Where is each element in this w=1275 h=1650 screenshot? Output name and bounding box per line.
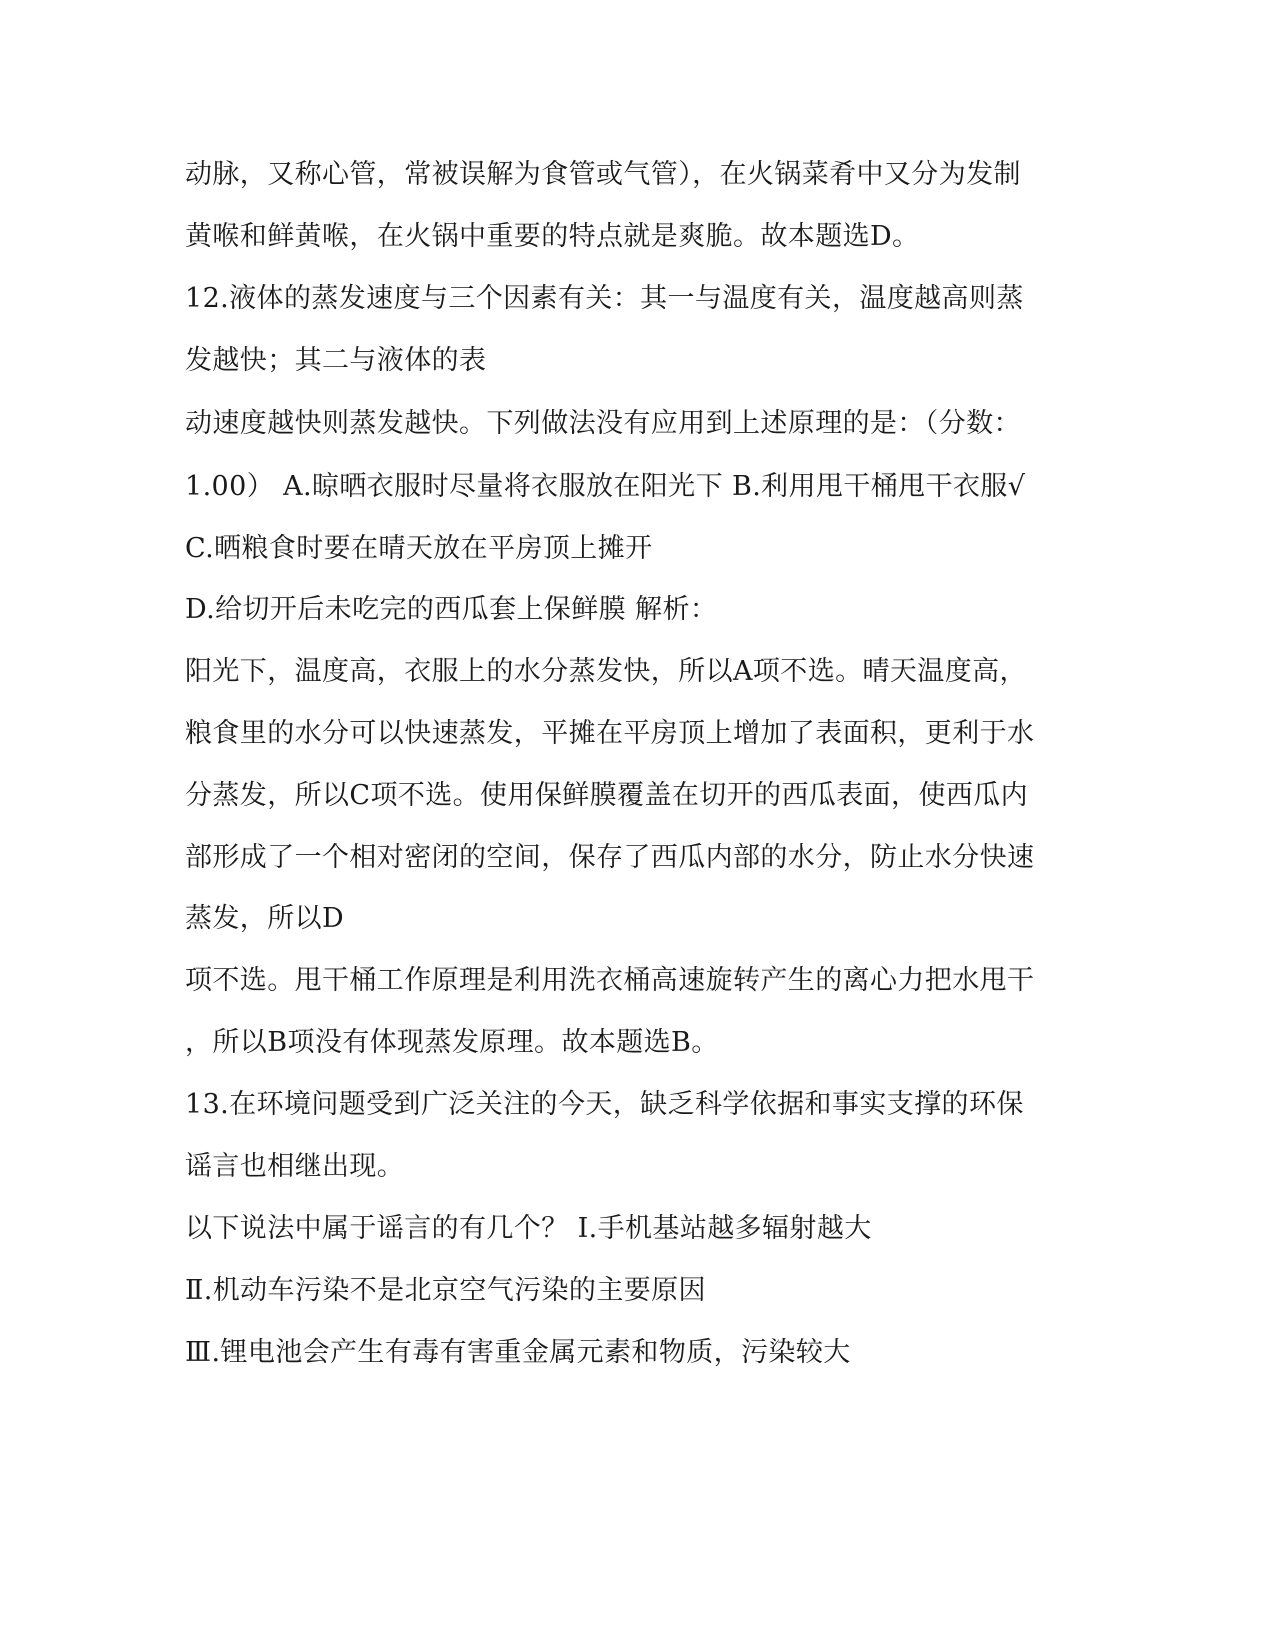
explanation-line-5: 蒸发，所以D [185,903,345,934]
explanation-line-4: 部形成了一个相对密闭的空间，保存了西瓜内部的水分，防止水分快速 [185,842,1035,873]
question-12-options-ab: 1.00） A.晾晒衣服时尽量将衣服放在阳光下 B.利用甩干桶甩干衣服√ [185,471,1026,502]
question-13-line-2: 谣言也相继出现。 [185,1151,405,1182]
explanation-line-3: 分蒸发，所以C项不选。使用保鲜膜覆盖在切开的西瓜表面，使西瓜内 [185,780,1029,811]
explanation-line-6: 项不选。甩干桶工作原理是利用洗衣桶高速旋转产生的离心力把水甩干 [185,965,1035,996]
question-12-option-d: D.给切开后未吃完的西瓜套上保鲜膜 解析： [185,594,718,625]
text-line-1: 动脉，又称心管，常被误解为食管或气管），在火锅菜肴中又分为发制 [185,159,1021,190]
text-line-2: 黄喉和鲜黄喉，在火锅中重要的特点就是爽脆。故本题选D。 [185,221,920,252]
question-13-item-3: Ⅲ.锂电池会产生有毒有害重金属元素和物质，污染较大 [185,1337,851,1368]
explanation-line-2: 粮食里的水分可以快速蒸发，平摊在平房顶上增加了表面积，更利于水 [185,718,1035,749]
question-12-line-2: 发越快；其二与液体的表 [185,345,487,376]
explanation-line-7: ，所以B项没有体现蒸发原理。故本题选B。 [185,1027,719,1058]
question-13-line-1: 13.在环境问题受到广泛关注的今天，缺乏科学依据和事实支撑的环保 [185,1089,1024,1120]
question-13-item-2: Ⅱ.机动车污染不是北京空气污染的主要原因 [185,1275,706,1306]
explanation-line-1: 阳光下，温度高，衣服上的水分蒸发快，所以A项不选。晴天温度高， [185,656,1027,687]
question-12-line-3: 动速度越快则蒸发越快。下列做法没有应用到上述原理的是：（分数： [185,408,1021,439]
question-13-prompt: 以下说法中属于谣言的有几个？ Ⅰ.手机基站越多辐射越大 [185,1213,872,1244]
question-12-option-c: C.晒粮食时要在晴天放在平房顶上摊开 [185,533,653,564]
question-12-line-1: 12.液体的蒸发速度与三个因素有关：其一与温度有关，温度越高则蒸 [185,283,1024,314]
